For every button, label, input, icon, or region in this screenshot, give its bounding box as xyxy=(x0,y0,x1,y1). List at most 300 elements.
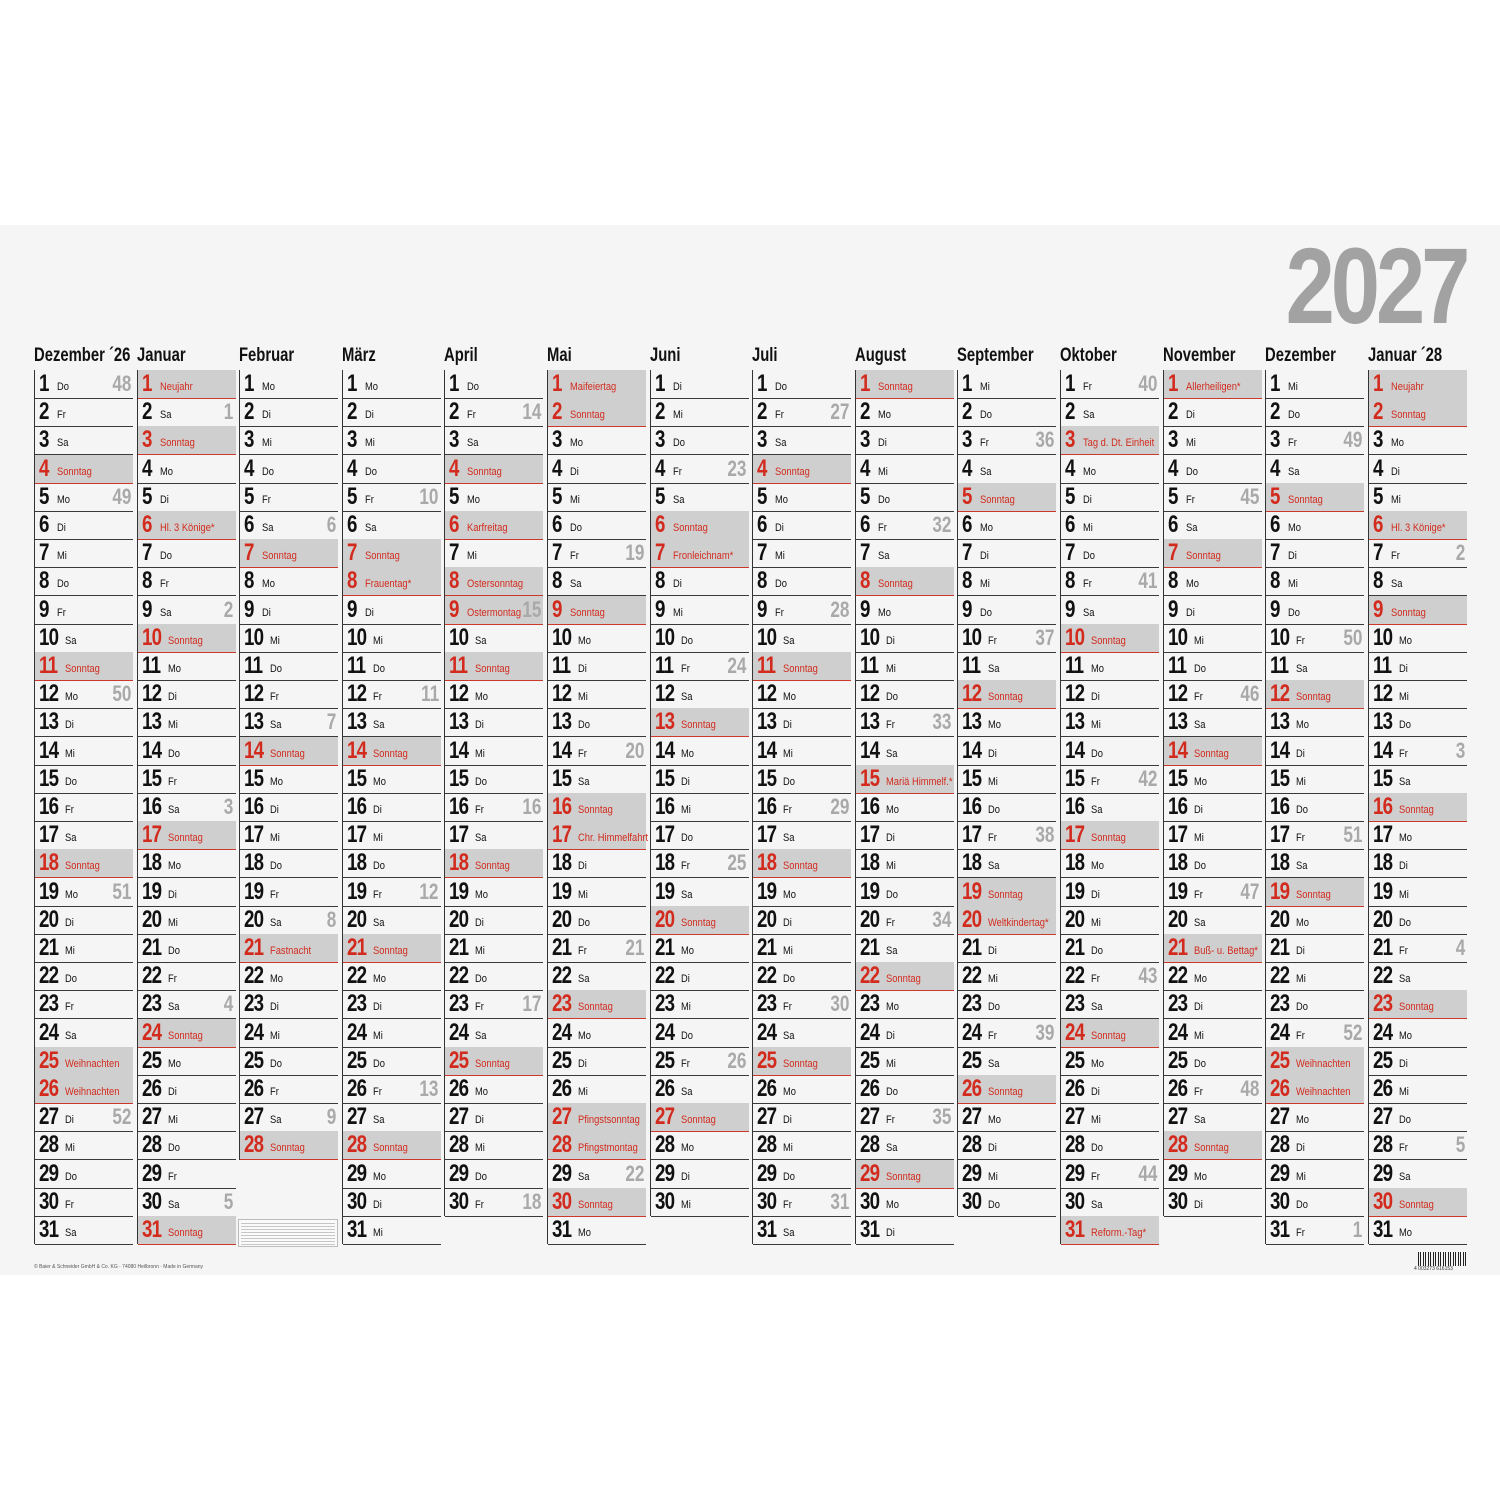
day-row xyxy=(753,793,851,822)
day-row xyxy=(958,765,1056,794)
day-number: 1 xyxy=(962,370,973,397)
day-number: 19 xyxy=(141,877,161,905)
day-number: 27 xyxy=(552,1103,572,1131)
day-number: 24 xyxy=(346,1018,367,1046)
day-number: 13 xyxy=(757,708,777,736)
day-number: 30 xyxy=(654,1187,674,1215)
day-label: Sa xyxy=(270,719,282,732)
day-label: Mi xyxy=(1288,578,1299,591)
day-row xyxy=(1061,990,1159,1019)
day-label: Sonntag xyxy=(680,1114,716,1127)
week-number: 31 xyxy=(830,1188,850,1214)
day-number: 18 xyxy=(962,849,982,877)
day-number: 17 xyxy=(141,821,161,849)
day-label: Mo xyxy=(167,663,181,675)
day-row xyxy=(548,765,646,794)
day-row xyxy=(753,1047,851,1076)
day-number: 23 xyxy=(1167,990,1187,1018)
day-number: 24 xyxy=(1065,1018,1085,1046)
day-number: 19 xyxy=(449,877,469,905)
day-row xyxy=(343,765,441,794)
day-number: 11 xyxy=(141,652,160,679)
day-number: 26 xyxy=(449,1075,469,1102)
day-label: Mi xyxy=(885,663,896,675)
day-number: 1 xyxy=(654,370,665,397)
day-label: Sonntag xyxy=(1296,888,1332,901)
day-row xyxy=(240,1047,338,1076)
day-label: Fr xyxy=(372,1086,382,1098)
day-number: 4 xyxy=(962,454,973,482)
day-row xyxy=(1266,370,1364,399)
day-row xyxy=(1266,1019,1364,1048)
day-row xyxy=(958,962,1056,991)
day-label: Mi xyxy=(65,945,75,957)
day-number: 20 xyxy=(141,905,161,933)
day-number: 3 xyxy=(39,426,49,454)
day-row xyxy=(1061,708,1159,737)
day-label: Sonntag xyxy=(270,1142,306,1155)
day-label: Fr xyxy=(1083,578,1092,591)
day-label: Do xyxy=(783,775,796,788)
day-label: Di xyxy=(1083,493,1092,506)
day-number: 16 xyxy=(1167,793,1187,820)
day-row xyxy=(753,765,851,794)
day-number: 10 xyxy=(1270,623,1290,651)
day-number: 10 xyxy=(346,623,367,651)
day-row xyxy=(1164,1019,1262,1048)
day-number: 20 xyxy=(552,905,572,933)
day-label: Fr xyxy=(57,606,66,619)
day-number: 9 xyxy=(244,595,254,623)
day-number: 22 xyxy=(1270,962,1290,990)
day-number: 10 xyxy=(1167,623,1187,651)
day-number: 26 xyxy=(1167,1075,1187,1102)
day-row xyxy=(548,398,646,427)
day-label: Di xyxy=(1390,465,1400,478)
day-number: 16 xyxy=(654,793,674,820)
week-number: 30 xyxy=(830,991,850,1017)
day-number: 31 xyxy=(346,1216,367,1243)
day-label: Sonntag xyxy=(1091,634,1126,647)
day-row xyxy=(240,708,338,737)
day-row xyxy=(856,793,954,822)
day-number: 13 xyxy=(552,708,572,736)
week-number: 47 xyxy=(1240,878,1260,904)
day-row xyxy=(1061,821,1159,850)
day-number: 23 xyxy=(757,990,777,1018)
month-header: Dezember xyxy=(1265,345,1337,366)
day-row xyxy=(1266,878,1364,907)
day-row xyxy=(1061,962,1159,991)
day-number: 24 xyxy=(757,1018,777,1046)
holiday-table-box xyxy=(238,1219,338,1247)
week-number: 51 xyxy=(111,878,131,904)
day-label: Do xyxy=(885,888,898,901)
day-label: Do xyxy=(1398,1114,1411,1127)
day-row xyxy=(35,680,133,709)
day-row xyxy=(753,1019,851,1048)
day-row xyxy=(651,1188,749,1217)
day-number: 3 xyxy=(1372,426,1383,454)
day-row xyxy=(35,849,133,878)
day-number: 28 xyxy=(244,1131,264,1159)
day-number: 2 xyxy=(449,398,460,426)
day-number: 23 xyxy=(962,990,982,1018)
day-label: Sonntag xyxy=(467,465,503,478)
day-row xyxy=(856,1075,954,1104)
day-number: 17 xyxy=(1065,821,1085,849)
day-number: 5 xyxy=(449,482,460,510)
day-number: 22 xyxy=(552,962,572,990)
day-number: 22 xyxy=(346,962,367,990)
day-row xyxy=(138,821,236,850)
day-row xyxy=(1369,821,1467,850)
day-label: Sa xyxy=(1091,804,1103,816)
day-number: 26 xyxy=(962,1075,982,1102)
day-label: Fr xyxy=(680,663,690,675)
day-row xyxy=(240,821,338,850)
day-label: Mo xyxy=(1390,437,1404,450)
day-row xyxy=(856,708,954,737)
day-label: Fr xyxy=(1398,945,1408,957)
day-label: Di xyxy=(475,916,485,929)
day-row xyxy=(548,1075,646,1104)
day-row xyxy=(753,624,851,653)
day-number: 4 xyxy=(757,454,767,482)
day-number: 21 xyxy=(1065,934,1085,961)
day-label: Fr xyxy=(775,409,785,422)
day-number: 14 xyxy=(1270,736,1290,764)
day-number: 5 xyxy=(859,482,870,510)
month-days xyxy=(1163,370,1263,1216)
day-number: 11 xyxy=(654,652,673,679)
day-row xyxy=(856,1047,954,1076)
day-label: Do xyxy=(475,775,488,788)
week-number: 52 xyxy=(111,1104,131,1130)
day-label: Fr xyxy=(65,1198,74,1211)
day-row xyxy=(651,906,749,935)
day-row xyxy=(958,370,1056,399)
day-label: Di xyxy=(1091,1086,1100,1098)
day-row xyxy=(1164,849,1262,878)
day-label: Fr xyxy=(885,1114,895,1127)
day-row xyxy=(958,1160,1056,1189)
week-number: 10 xyxy=(419,483,439,509)
day-label: Sonntag xyxy=(372,1142,408,1155)
day-label: Mi xyxy=(262,437,273,450)
day-number: 22 xyxy=(449,962,469,990)
week-number: 12 xyxy=(419,878,439,904)
day-number: 21 xyxy=(757,934,777,961)
day-number: 10 xyxy=(244,623,264,651)
day-label: Do xyxy=(1185,465,1198,478)
day-row xyxy=(753,1188,851,1217)
day-label: Sonntag xyxy=(1193,747,1229,760)
day-number: 5 xyxy=(244,482,254,510)
day-row xyxy=(445,906,543,935)
day-number: 18 xyxy=(1270,849,1290,877)
day-label: Sa xyxy=(65,634,77,647)
week-number: 4 xyxy=(1455,935,1465,960)
day-label: Mi xyxy=(167,916,178,929)
day-number: 18 xyxy=(1065,849,1085,877)
day-label: Sa xyxy=(65,1029,77,1042)
day-number: 26 xyxy=(859,1075,880,1102)
day-label: Fr xyxy=(672,465,682,478)
day-number: 25 xyxy=(1167,1046,1187,1074)
day-row xyxy=(1061,652,1159,681)
day-row xyxy=(1266,398,1364,427)
day-number: 4 xyxy=(346,454,357,482)
day-label: Sa xyxy=(159,606,172,619)
day-row xyxy=(240,483,338,512)
day-row xyxy=(958,1047,1056,1076)
day-label: Mo xyxy=(885,804,899,816)
day-label: Do xyxy=(775,381,788,393)
day-label: Di xyxy=(364,409,374,422)
day-number: 4 xyxy=(552,454,562,482)
day-number: 24 xyxy=(1270,1018,1290,1046)
day-row xyxy=(445,455,543,484)
day-number: 25 xyxy=(346,1046,367,1074)
day-number: 24 xyxy=(1372,1018,1393,1046)
day-row xyxy=(856,455,954,484)
day-row xyxy=(445,539,543,568)
day-label: Sonntag xyxy=(364,550,400,563)
day-row xyxy=(1061,398,1159,427)
day-label: Fr xyxy=(372,888,382,901)
day-row xyxy=(343,455,441,484)
day-number: 2 xyxy=(1065,398,1075,426)
day-row xyxy=(343,1019,441,1048)
day-label: Mi xyxy=(1091,916,1101,929)
day-row xyxy=(1369,567,1467,596)
day-number: 30 xyxy=(757,1187,777,1215)
day-row xyxy=(138,483,236,512)
day-row xyxy=(1164,511,1262,540)
day-number: 12 xyxy=(1167,680,1187,708)
day-row xyxy=(35,1216,133,1245)
day-number: 15 xyxy=(244,764,264,792)
day-row xyxy=(343,708,441,737)
day-row xyxy=(958,1075,1056,1104)
day-number: 1 xyxy=(859,370,870,397)
day-label: Sa xyxy=(988,860,1000,873)
day-label: Di xyxy=(680,1170,690,1183)
day-label: Fr xyxy=(988,1029,998,1042)
day-row xyxy=(1369,934,1467,963)
day-number: 3 xyxy=(859,426,870,454)
week-number: 14 xyxy=(522,399,542,425)
day-row xyxy=(753,849,851,878)
day-row xyxy=(240,511,338,540)
week-number: 19 xyxy=(624,540,644,566)
day-label: Fr xyxy=(1296,1029,1306,1042)
day-number: 24 xyxy=(552,1018,572,1046)
day-label: Mo xyxy=(783,1086,797,1098)
day-number: 7 xyxy=(859,539,870,567)
day-label: Sa xyxy=(1398,775,1411,788)
day-number: 5 xyxy=(962,482,973,510)
day-label: Sonntag xyxy=(570,409,605,422)
day-label: Di xyxy=(1296,747,1306,760)
day-label: Fr xyxy=(1091,1170,1100,1183)
day-number: 20 xyxy=(449,905,469,933)
week-number: 52 xyxy=(1343,1019,1363,1045)
day-number: 5 xyxy=(552,482,562,510)
day-label: Weihnachten xyxy=(65,1057,120,1070)
day-row xyxy=(343,737,441,766)
day-label: Fr xyxy=(475,804,485,816)
day-number: 18 xyxy=(244,849,264,877)
day-label: Di xyxy=(167,888,177,901)
day-label: Mi xyxy=(980,381,991,393)
day-row xyxy=(35,483,133,512)
day-label: Di xyxy=(578,860,587,873)
day-row xyxy=(958,426,1056,455)
day-number: 28 xyxy=(449,1131,469,1159)
day-number: 22 xyxy=(1167,962,1187,990)
day-label: Sonntag xyxy=(1288,493,1324,506)
day-label: Do xyxy=(1288,606,1301,619)
day-row xyxy=(1266,1047,1364,1076)
day-row xyxy=(1266,1160,1364,1189)
day-label: Fr xyxy=(167,775,177,788)
day-label: Sa xyxy=(270,916,282,929)
day-row xyxy=(651,539,749,568)
day-label: Mo xyxy=(1083,465,1096,478)
day-number: 26 xyxy=(1065,1075,1085,1102)
day-number: 3 xyxy=(1167,426,1178,454)
day-label: Sa xyxy=(877,550,890,563)
day-number: 1 xyxy=(552,370,562,397)
day-number: 14 xyxy=(449,736,469,764)
day-row xyxy=(1164,426,1262,455)
day-row xyxy=(1061,426,1159,455)
day-label: Sa xyxy=(578,973,590,986)
day-row xyxy=(856,990,954,1019)
day-row xyxy=(548,737,646,766)
day-number: 14 xyxy=(141,736,161,764)
day-number: 13 xyxy=(39,708,59,736)
table-line xyxy=(241,1223,335,1224)
day-label: Sa xyxy=(57,437,69,450)
day-number: 21 xyxy=(1167,934,1187,961)
day-row xyxy=(35,567,133,596)
day-number: 21 xyxy=(962,934,982,961)
day-row xyxy=(1266,483,1364,512)
day-row xyxy=(958,652,1056,681)
day-number: 20 xyxy=(654,905,674,933)
day-label: Mo xyxy=(1398,1227,1412,1239)
day-row xyxy=(1061,539,1159,568)
day-label: Mo xyxy=(475,1086,489,1098)
day-label: Sa xyxy=(270,1114,282,1127)
day-row xyxy=(548,483,646,512)
day-row xyxy=(1266,596,1364,625)
day-label: Reform.-Tag* xyxy=(1091,1227,1147,1239)
day-number: 8 xyxy=(1167,567,1178,595)
day-number: 27 xyxy=(962,1103,982,1131)
day-row xyxy=(1369,849,1467,878)
day-label: Mo xyxy=(1091,860,1104,873)
month-header: Mai xyxy=(547,345,572,366)
day-row xyxy=(343,849,441,878)
day-label: Mo xyxy=(1185,578,1199,591)
day-label: Di xyxy=(1091,691,1100,704)
week-number: 38 xyxy=(1035,822,1055,848)
day-label: Mi xyxy=(167,1114,178,1127)
day-row xyxy=(445,398,543,427)
day-label: Fr xyxy=(1091,973,1100,986)
day-number: 10 xyxy=(962,623,982,651)
day-row xyxy=(958,934,1056,963)
day-row xyxy=(1164,483,1262,512)
day-number: 15 xyxy=(346,764,367,792)
day-number: 29 xyxy=(654,1159,674,1187)
day-row xyxy=(753,906,851,935)
day-number: 19 xyxy=(552,877,572,905)
day-row xyxy=(138,426,236,455)
day-row xyxy=(1061,370,1159,399)
day-number: 3 xyxy=(552,426,562,454)
day-number: 29 xyxy=(1167,1159,1187,1187)
day-number: 17 xyxy=(449,821,469,849)
day-row xyxy=(753,483,851,512)
day-row xyxy=(1061,1047,1159,1076)
day-label: Sonntag xyxy=(167,832,203,845)
day-label: Mi xyxy=(988,1170,999,1183)
day-row xyxy=(1164,1075,1262,1104)
day-number: 2 xyxy=(757,398,767,426)
day-number: 11 xyxy=(1065,652,1084,679)
day-number: 6 xyxy=(39,511,49,538)
day-row xyxy=(1266,765,1364,794)
day-number: 20 xyxy=(1065,905,1085,933)
day-number: 21 xyxy=(1372,934,1393,961)
day-number: 6 xyxy=(449,511,460,538)
day-label: Di xyxy=(988,747,998,760)
day-number: 28 xyxy=(1372,1131,1393,1159)
day-number: 18 xyxy=(346,849,367,877)
day-number: 23 xyxy=(859,990,880,1018)
day-number: 5 xyxy=(1065,482,1075,510)
day-label: Fr xyxy=(988,634,998,647)
day-number: 23 xyxy=(654,990,674,1018)
day-label: Fastnacht xyxy=(270,945,312,957)
day-row xyxy=(958,483,1056,512)
day-number: 6 xyxy=(141,511,152,538)
day-number: 7 xyxy=(757,539,767,567)
day-number: 7 xyxy=(141,539,152,567)
day-number: 25 xyxy=(1270,1046,1290,1074)
day-number: 28 xyxy=(1065,1131,1085,1159)
day-label: Mi xyxy=(1193,1029,1204,1042)
day-row xyxy=(1164,934,1262,963)
day-number: 8 xyxy=(1372,567,1383,595)
day-row xyxy=(35,1188,133,1217)
day-number: 9 xyxy=(449,595,460,623)
day-row xyxy=(445,737,543,766)
day-row xyxy=(548,1216,646,1245)
day-row xyxy=(1266,962,1364,991)
day-row xyxy=(548,906,646,935)
day-number: 26 xyxy=(1372,1075,1393,1102)
day-row xyxy=(856,511,954,540)
day-row xyxy=(753,821,851,850)
day-number: 5 xyxy=(654,482,665,510)
day-number: 15 xyxy=(654,764,674,792)
